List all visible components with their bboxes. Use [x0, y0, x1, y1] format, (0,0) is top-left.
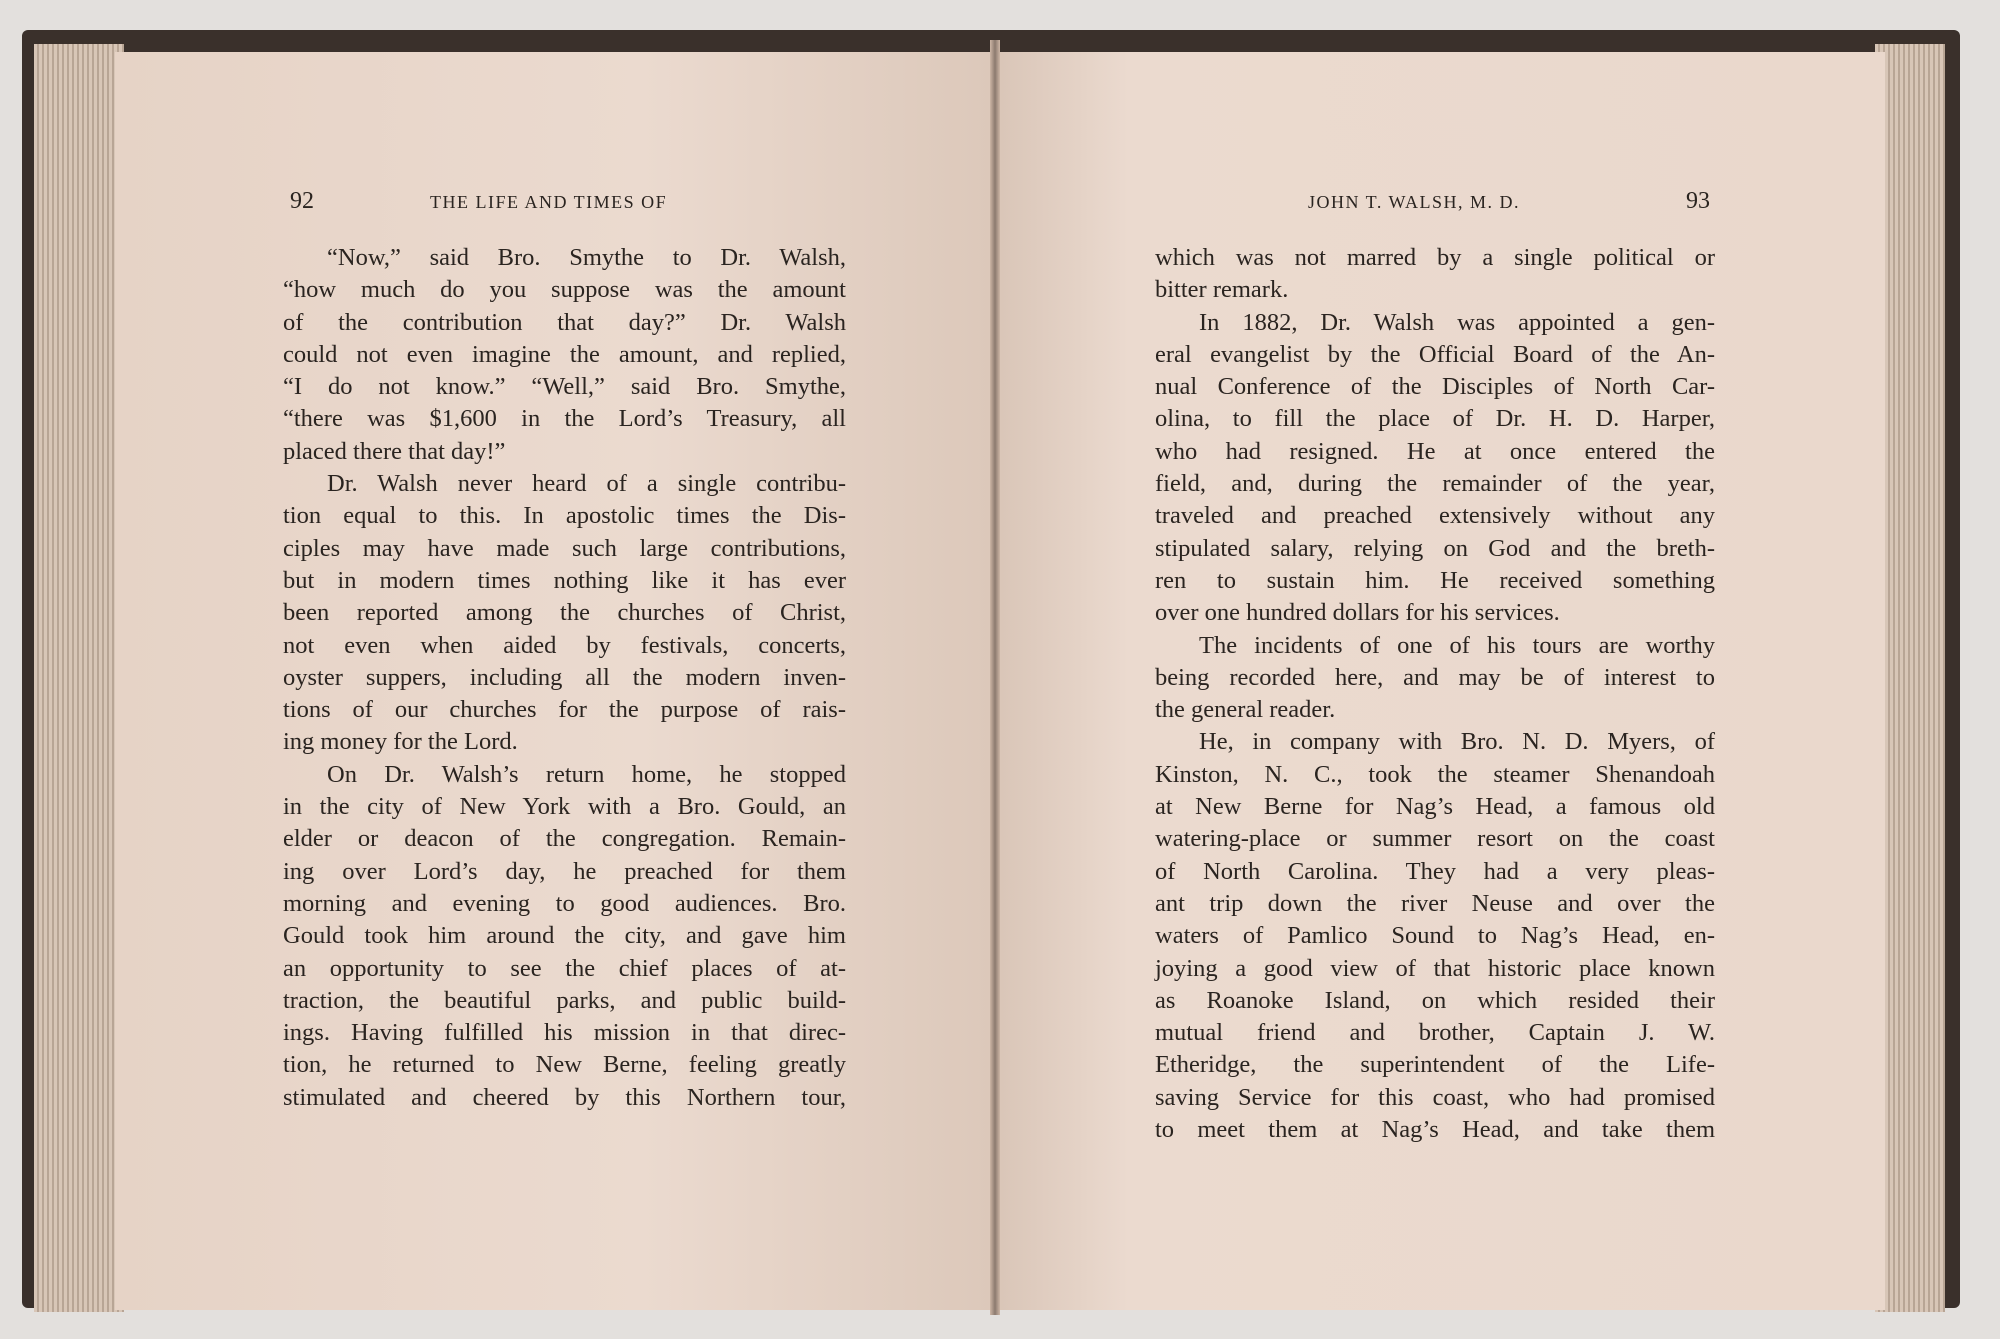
text-line: nual Conference of the Disciples of North Car-	[1155, 373, 1715, 401]
book-gutter	[990, 40, 1000, 1315]
text-line: traveled and preached extensively without any	[1155, 502, 1715, 530]
text-line: ant trip down the river Neuse and over the	[1155, 889, 1715, 917]
text-line: Dr. Walsh never heard of a single contribu-	[327, 470, 846, 498]
right-page-body	[1155, 242, 1715, 1146]
text-line: Etheridge, the superintendent of the Life-	[1155, 1051, 1715, 1079]
text-line: elder or deacon of the congregation. Remain-	[283, 825, 846, 853]
text-line: In 1882, Dr. Walsh was appointed a gen-	[1199, 308, 1715, 336]
text-line: been reported among the churches of Christ,	[283, 599, 846, 627]
text-line: The incidents of one of his tours are worthy	[1199, 631, 1715, 659]
text-line: over one hundred dollars for his services.	[1155, 599, 1560, 627]
running-head-right: JOHN T. WALSH, M. D.	[1308, 192, 1521, 212]
text-line: traction, the beautiful parks, and public build-	[283, 986, 846, 1014]
text-line: tion equal to this. In apostolic times the Dis-	[283, 502, 846, 530]
text-line: oyster suppers, including all the modern inven-	[283, 663, 846, 691]
text-line: of North Carolina. They had a very pleas-	[1155, 857, 1715, 885]
left-page-body	[283, 242, 846, 1114]
text-line: in the city of New York with a Bro. Gould, an	[283, 793, 846, 821]
text-line: not even when aided by festivals, concerts,	[283, 631, 846, 659]
text-line: of the contribution that day?” Dr. Walsh	[283, 308, 846, 336]
text-line: being recorded here, and may be of interest to	[1155, 663, 1715, 691]
text-line: “how much do you suppose was the amount	[283, 276, 846, 304]
text-line: placed there that day!”	[283, 437, 506, 465]
text-line: “there was $1,600 in the Lord’s Treasury, all	[283, 405, 846, 433]
text-line: Kinston, N. C., took the steamer Shenandoah	[1155, 760, 1715, 788]
text-line: bitter remark.	[1155, 276, 1289, 304]
text-line: an opportunity to see the chief places of at-	[283, 954, 846, 982]
text-line: eral evangelist by the Official Board of the An-	[1155, 340, 1715, 368]
text-line: who had resigned. He at once entered the	[1155, 437, 1715, 465]
page-edges-right	[1875, 44, 1945, 1312]
text-line: tions of our churches for the purpose of rais-	[283, 696, 846, 724]
text-line: “I do not know.” “Well,” said Bro. Smythe,	[283, 373, 846, 401]
text-line: saving Service for this coast, who had promised	[1155, 1083, 1715, 1111]
text-line: Gould took him around the city, and gave him	[283, 922, 846, 950]
text-line: ings. Having fulfilled his mission in that direc-	[283, 1019, 846, 1047]
text-line: tion, he returned to New Berne, feeling greatly	[283, 1051, 846, 1079]
text-line: watering-place or summer resort on the coast	[1155, 825, 1715, 853]
text-line: field, and, during the remainder of the year,	[1155, 470, 1715, 498]
text-line: ing over Lord’s day, he preached for them	[283, 857, 846, 885]
text-line: “Now,” said Bro. Smythe to Dr. Walsh,	[327, 244, 846, 271]
text-line: joying a good view of that historic place known	[1155, 954, 1715, 982]
text-line: the general reader.	[1155, 696, 1336, 724]
text-line: at New Berne for Nag’s Head, a famous old	[1155, 793, 1715, 821]
text-line: ciples may have made such large contributions,	[283, 534, 846, 562]
text-line: olina, to fill the place of Dr. H. D. Harper,	[1155, 405, 1715, 433]
text-line: stimulated and cheered by this Northern tour,	[283, 1083, 846, 1111]
text-line: which was not marred by a single political or	[1155, 244, 1715, 271]
text-line: On Dr. Walsh’s return home, he stopped	[327, 760, 846, 788]
text-line: He, in company with Bro. N. D. Myers, of	[1199, 728, 1715, 756]
text-line: but in modern times nothing like it has ever	[283, 566, 846, 594]
text-line: ren to sustain him. He received something	[1155, 566, 1715, 594]
page-number-right: 93	[1686, 188, 1710, 214]
text-line: ing money for the Lord.	[283, 728, 518, 756]
text-line: stipulated salary, relying on God and the breth-	[1155, 534, 1715, 562]
page-number-left: 92	[290, 188, 314, 214]
text-line: waters of Pamlico Sound to Nag’s Head, en-	[1155, 922, 1715, 950]
text-line: as Roanoke Island, on which resided their	[1155, 986, 1715, 1014]
text-line: morning and evening to good audiences. Bro.	[283, 889, 846, 917]
text-line: to meet them at Nag’s Head, and take them	[1155, 1116, 1715, 1144]
running-head-left: THE LIFE AND TIMES OF	[430, 192, 668, 212]
page-edges-left	[34, 44, 124, 1312]
text-line: could not even imagine the amount, and replied,	[283, 340, 846, 368]
text-line: mutual friend and brother, Captain J. W.	[1155, 1019, 1715, 1047]
